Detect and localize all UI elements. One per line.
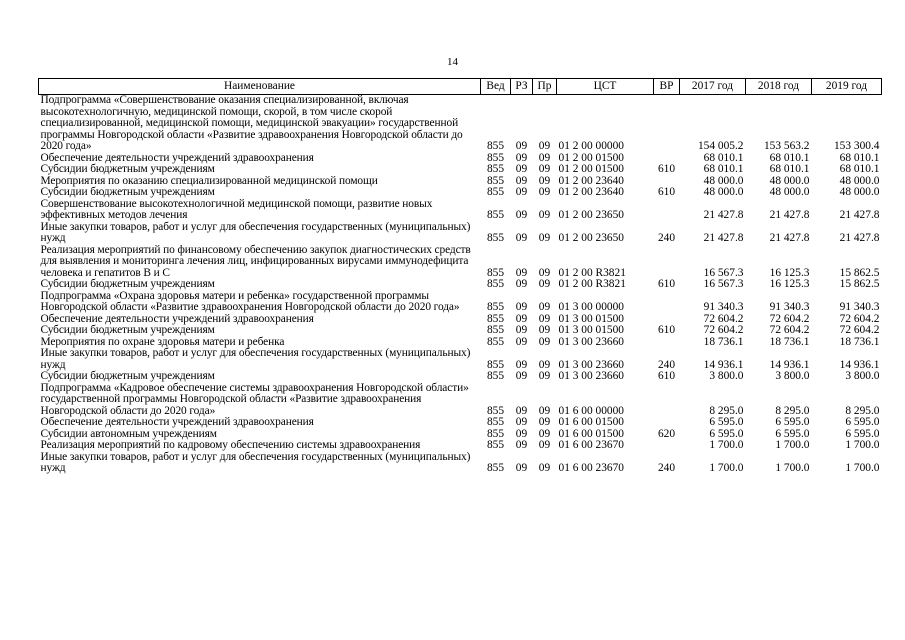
- cell-name: Субсидии бюджетным учреждениям: [40, 324, 215, 336]
- table-row: [39, 325, 882, 337]
- cell-pr: 09: [538, 335, 551, 348]
- cell-vr: 240: [657, 358, 676, 371]
- cell-2018: 48 000.0: [769, 174, 810, 187]
- table-row: [39, 371, 882, 383]
- cell-ved: 855: [486, 462, 505, 474]
- cell-2018: 3 800.0: [775, 370, 810, 382]
- cell-name: Субсидии бюджетным учреждениям: [40, 370, 215, 382]
- cell-pr: 09: [538, 174, 551, 187]
- cell-2018: 16 125.3: [769, 266, 810, 279]
- cell-cst: 01 2 00 23650: [558, 232, 624, 244]
- cell-pr: 09: [538, 427, 551, 440]
- cell-2017: 8 295.0: [709, 404, 744, 417]
- cell-pr: 09: [538, 140, 551, 152]
- cell-vr: 610: [657, 324, 676, 336]
- cell-2018: 72 604.2: [769, 324, 810, 336]
- cell-2018: 91 340.3: [769, 301, 810, 313]
- cell-pr: 09: [538, 186, 551, 198]
- cell-rz: 09: [515, 278, 528, 290]
- cell-ved: 855: [486, 404, 505, 417]
- cell-2018: 18 736.1: [769, 335, 810, 348]
- cell-2019: 8 295.0: [845, 404, 880, 417]
- cell-pr: 09: [538, 266, 551, 279]
- cell-vr: [654, 417, 680, 429]
- cell-2018: 21 427.8: [769, 209, 810, 221]
- cell-rz: 09: [515, 301, 528, 313]
- table-row: [39, 452, 882, 475]
- cell-cst: 01 2 00 23640: [558, 186, 624, 198]
- cell-vr: [654, 383, 680, 418]
- cell-name: Реализация мероприятий по финансовому обеспечению закупок диагностических средств для выявления и мониторинга лечения лиц, инфицированных вирусами иммунодефицита человека и гепатитов В и С: [40, 243, 471, 279]
- header-2019: 2019 год: [812, 79, 882, 95]
- cell-2017: 1 700.0: [709, 462, 744, 474]
- cell-name: Иные закупки товаров, работ и услуг для обеспечения государственных (муниципальных) нужд: [40, 220, 471, 244]
- cell-2019: 48 000.0: [839, 174, 880, 187]
- cell-2018: 72 604.2: [769, 312, 810, 325]
- cell-2017: 14 936.1: [703, 358, 744, 371]
- cell-vr: 610: [657, 163, 676, 175]
- cell-rz: 09: [515, 186, 528, 198]
- cell-2019: 68 010.1: [839, 163, 880, 175]
- cell-name: Субсидии бюджетным учреждениям: [40, 186, 215, 198]
- cell-ved: 855: [486, 427, 505, 440]
- cell-cst: 01 2 00 01500: [558, 151, 624, 164]
- cell-vr: 620: [657, 427, 676, 440]
- cell-cst: 01 3 00 01500: [558, 312, 624, 325]
- cell-rz: 09: [515, 163, 528, 175]
- cell-ved: 855: [486, 370, 505, 382]
- cell-name: Обеспечение деятельности учреждений здравоохранения: [40, 312, 314, 325]
- cell-2018: 1 700.0: [775, 462, 810, 474]
- cell-ved: 855: [486, 151, 505, 164]
- table-row: [39, 383, 882, 418]
- cell-2019: 1 700.0: [845, 439, 880, 451]
- cell-pr: 09: [538, 312, 551, 325]
- cell-2017: 16 567.3: [703, 266, 744, 279]
- table-body: [39, 95, 882, 475]
- cell-name: Иные закупки товаров, работ и услуг для обеспечения государственных (муниципальных) нужд: [40, 347, 471, 371]
- cell-vr: 240: [657, 232, 676, 244]
- cell-2018: 16 125.3: [769, 278, 810, 290]
- table-row: [39, 279, 882, 291]
- cell-vr: [654, 199, 680, 222]
- cell-cst: 01 6 00 23670: [558, 439, 624, 451]
- cell-2018: 14 936.1: [769, 358, 810, 371]
- cell-2017: 91 340.3: [703, 301, 744, 313]
- table-row: [39, 417, 882, 429]
- cell-pr: 09: [538, 278, 551, 290]
- cell-name: Подпрограмма «Охрана здоровья матери и ребенка» государственной программы Новгородской области «Развитие здравоохранения Новгородской области до 2020 года»: [40, 289, 460, 313]
- cell-rz: 09: [515, 324, 528, 336]
- cell-cst: 01 2 00 R3821: [558, 278, 626, 290]
- cell-2017: 72 604.2: [703, 312, 744, 325]
- cell-rz: 09: [515, 174, 528, 187]
- cell-name: Мероприятия по охране здоровья матери и ребенка: [40, 335, 285, 348]
- cell-rz: 09: [515, 140, 528, 152]
- cell-2018: 1 700.0: [775, 439, 810, 451]
- cell-pr: 09: [538, 324, 551, 336]
- cell-2018: 6 595.0: [775, 416, 810, 428]
- cell-vr: 240: [657, 462, 676, 474]
- budget-table: [38, 78, 882, 475]
- table-header-row: [39, 79, 882, 95]
- cell-vr: 610: [657, 370, 676, 382]
- cell-rz: 09: [515, 404, 528, 417]
- cell-ved: 855: [486, 278, 505, 290]
- cell-2017: 48 000.0: [703, 174, 744, 187]
- cell-vr: [654, 245, 680, 280]
- cell-rz: 09: [515, 427, 528, 440]
- header-rz: РЗ: [511, 79, 533, 95]
- page-number: 14: [447, 56, 458, 68]
- cell-ved: 855: [486, 335, 505, 348]
- cell-ved: 855: [486, 439, 505, 451]
- cell-cst: 01 2 00 23650: [558, 209, 624, 221]
- cell-2019: 15 862.5: [839, 278, 880, 290]
- cell-ved: 855: [486, 163, 505, 175]
- cell-2017: 6 595.0: [709, 416, 744, 428]
- cell-2019: 6 595.0: [845, 427, 880, 440]
- cell-rz: 09: [515, 439, 528, 451]
- cell-2019: 72 604.2: [839, 312, 880, 325]
- cell-rz: 09: [515, 462, 528, 474]
- cell-rz: 09: [515, 209, 528, 221]
- cell-cst: 01 6 00 01500: [558, 427, 624, 440]
- cell-ved: 855: [486, 186, 505, 198]
- header-vr: ВР: [654, 79, 680, 95]
- cell-pr: 09: [538, 232, 551, 244]
- header-2018: 2018 год: [746, 79, 812, 95]
- cell-2017: 21 427.8: [703, 232, 744, 244]
- cell-ved: 855: [486, 266, 505, 279]
- cell-cst: 01 2 00 00000: [558, 140, 624, 152]
- cell-pr: 09: [538, 151, 551, 164]
- cell-cst: 01 2 00 23640: [558, 174, 624, 187]
- cell-name: Реализация мероприятий по кадровому обеспечению системы здравоохранения: [40, 439, 421, 451]
- cell-2019: 48 000.0: [839, 186, 880, 198]
- cell-2018: 48 000.0: [769, 186, 810, 198]
- cell-2019: 14 936.1: [839, 358, 880, 371]
- cell-cst: 01 3 00 01500: [558, 324, 624, 336]
- cell-vr: [654, 95, 680, 153]
- cell-2019: 18 736.1: [839, 335, 880, 348]
- cell-cst: 01 6 00 23670: [558, 462, 624, 474]
- cell-cst: 01 2 00 01500: [558, 163, 624, 175]
- cell-pr: 09: [538, 439, 551, 451]
- cell-name: Иные закупки товаров, работ и услуг для обеспечения государственных (муниципальных) нужд: [40, 450, 471, 474]
- table-row: [39, 291, 882, 314]
- cell-pr: 09: [538, 209, 551, 221]
- cell-pr: 09: [538, 404, 551, 417]
- cell-2019: 72 604.2: [839, 324, 880, 336]
- table-row: [39, 440, 882, 452]
- cell-rz: 09: [515, 151, 528, 164]
- cell-2018: 21 427.8: [769, 232, 810, 244]
- cell-2017: 3 800.0: [709, 370, 744, 382]
- cell-2018: 68 010.1: [769, 151, 810, 164]
- cell-2019: 153 300.4: [833, 140, 880, 152]
- cell-vr: 610: [657, 278, 676, 290]
- cell-ved: 855: [486, 209, 505, 221]
- cell-2017: 6 595.0: [709, 427, 744, 440]
- cell-cst: 01 3 00 23660: [558, 370, 624, 382]
- cell-ved: 855: [486, 174, 505, 187]
- cell-rz: 09: [515, 370, 528, 382]
- cell-2018: 68 010.1: [769, 163, 810, 175]
- cell-vr: [654, 440, 680, 452]
- cell-ved: 855: [486, 324, 505, 336]
- cell-rz: 09: [515, 416, 528, 428]
- table-row: [39, 187, 882, 199]
- table-row: [39, 95, 882, 153]
- cell-ved: 855: [486, 140, 505, 152]
- cell-cst: 01 6 00 00000: [558, 404, 624, 417]
- cell-2019: 1 700.0: [845, 462, 880, 474]
- cell-name: Субсидии автономным учреждениям: [40, 427, 217, 440]
- header-2017: 2017 год: [680, 79, 746, 95]
- cell-2017: 1 700.0: [709, 439, 744, 451]
- cell-2017: 72 604.2: [703, 324, 744, 336]
- cell-rz: 09: [515, 335, 528, 348]
- header-cst: ЦСТ: [557, 79, 654, 95]
- table-row: [39, 348, 882, 371]
- cell-2018: 6 595.0: [775, 427, 810, 440]
- table-row: [39, 245, 882, 280]
- cell-2019: 21 427.8: [839, 232, 880, 244]
- cell-2019: 6 595.0: [845, 416, 880, 428]
- cell-ved: 855: [486, 301, 505, 313]
- cell-2019: 3 800.0: [845, 370, 880, 382]
- cell-name: Обеспечение деятельности учреждений здравоохранения: [40, 151, 314, 164]
- cell-pr: 09: [538, 163, 551, 175]
- cell-pr: 09: [538, 462, 551, 474]
- cell-rz: 09: [515, 312, 528, 325]
- cell-2018: 153 563.2: [763, 140, 810, 152]
- cell-pr: 09: [538, 301, 551, 313]
- cell-cst: 01 2 00 R3821: [558, 266, 626, 279]
- cell-name: Мероприятия по оказанию специализированной медицинской помощи: [40, 174, 378, 187]
- cell-ved: 855: [486, 416, 505, 428]
- header-ved: Вед: [481, 79, 511, 95]
- cell-2017: 16 567.3: [703, 278, 744, 290]
- header-name: Наименование: [39, 79, 481, 95]
- cell-name: Обеспечение деятельности учреждений здравоохранения: [40, 416, 314, 428]
- cell-2017: 68 010.1: [703, 163, 744, 175]
- cell-pr: 09: [538, 416, 551, 428]
- cell-2017: 48 000.0: [703, 186, 744, 198]
- cell-ved: 855: [486, 358, 505, 371]
- cell-2018: 8 295.0: [775, 404, 810, 417]
- cell-name: Подпрограмма «Кадровое обеспечение системы здравоохранения Новгородской области» государственной программы Новгородской области «Развитие здравоохранения Новгородской области до 2020 года»: [40, 381, 469, 417]
- table-row: [39, 222, 882, 245]
- cell-vr: [654, 291, 680, 314]
- cell-name: Совершенствование высокотехнологичной медицинской помощи, развитие новых эффективных методов лечения: [40, 197, 433, 221]
- cell-2019: 21 427.8: [839, 209, 880, 221]
- cell-2017: 68 010.1: [703, 151, 744, 164]
- table-row: [39, 164, 882, 176]
- cell-ved: 855: [486, 232, 505, 244]
- cell-2017: 18 736.1: [703, 335, 744, 348]
- cell-vr: 610: [657, 186, 676, 198]
- cell-rz: 09: [515, 232, 528, 244]
- cell-name: Подпрограмма «Совершенствование оказания специализированной, включая высокотехнологичную, медицинской помощи, скорой, в том числе скорой специализированной, медицинской помощи, медицинской эвакуации» государственной программы Новгородской области «Развитие здравоохранения Новгородской области до 2020 года»: [40, 94, 463, 152]
- cell-rz: 09: [515, 358, 528, 371]
- cell-2019: 15 862.5: [839, 266, 880, 279]
- cell-2017: 21 427.8: [703, 209, 744, 221]
- cell-cst: 01 3 00 00000: [558, 301, 624, 313]
- cell-vr: [654, 337, 680, 349]
- cell-pr: 09: [538, 358, 551, 371]
- cell-name: Субсидии бюджетным учреждениям: [40, 163, 215, 175]
- cell-cst: 01 3 00 23660: [558, 358, 624, 371]
- cell-pr: 09: [538, 370, 551, 382]
- cell-2019: 91 340.3: [839, 301, 880, 313]
- cell-2019: 68 010.1: [839, 151, 880, 164]
- cell-rz: 09: [515, 266, 528, 279]
- cell-2017: 154 005.2: [697, 140, 744, 152]
- header-pr: Пр: [533, 79, 557, 95]
- cell-ved: 855: [486, 312, 505, 325]
- cell-cst: 01 6 00 01500: [558, 416, 624, 428]
- cell-cst: 01 3 00 23660: [558, 335, 624, 348]
- cell-name: Субсидии бюджетным учреждениям: [40, 278, 215, 290]
- table-row: [39, 199, 882, 222]
